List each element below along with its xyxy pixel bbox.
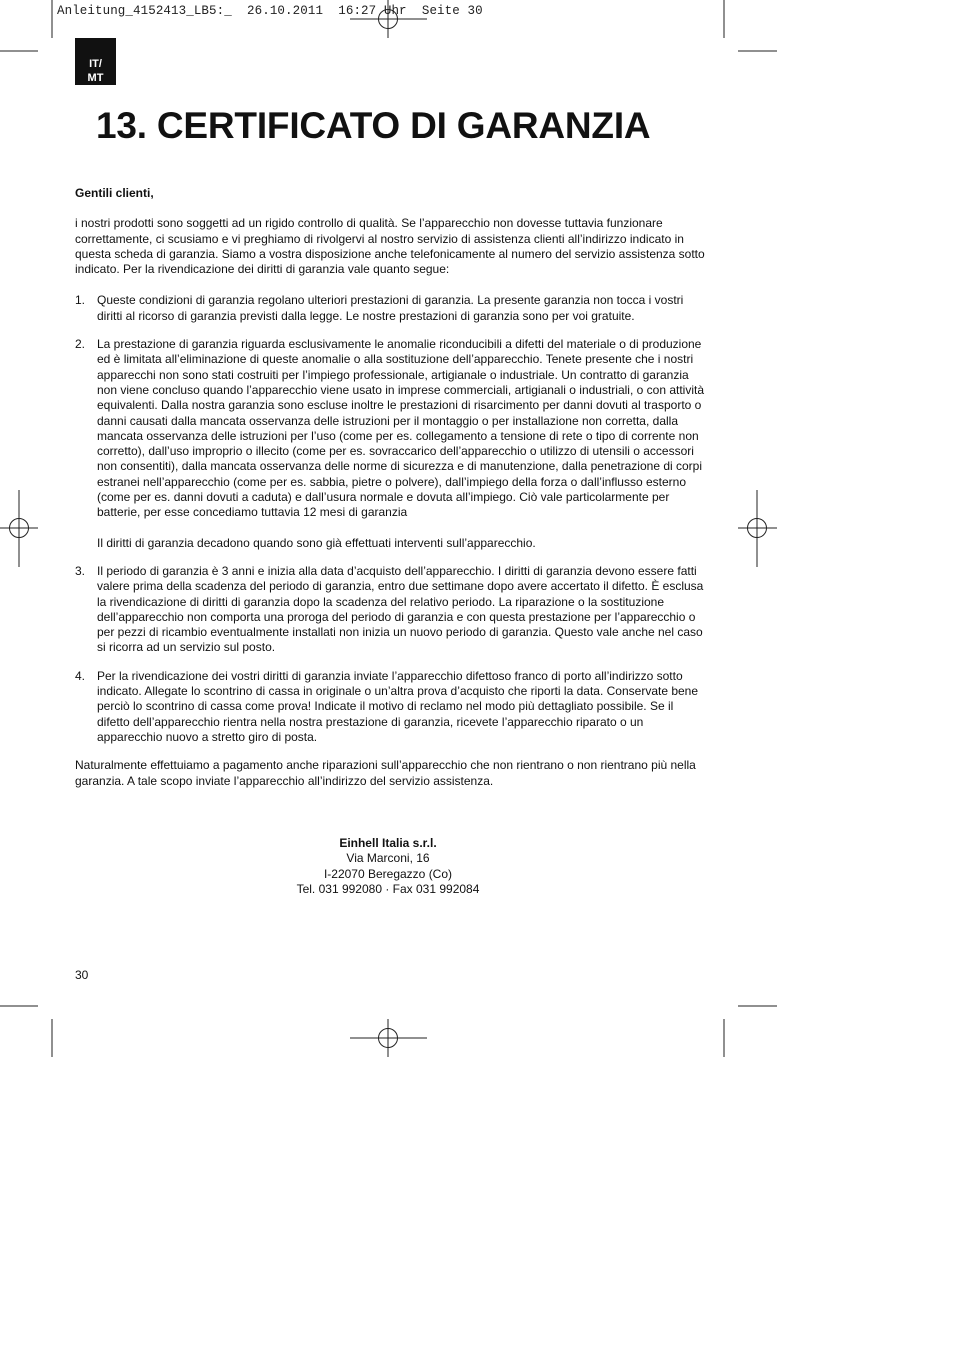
- warranty-item-3: [75, 564, 705, 656]
- page-title: 13. CERTIFICATO DI GARANZIA: [96, 105, 651, 146]
- warranty-item-1: [75, 293, 705, 324]
- item-number: 2.: [75, 337, 86, 352]
- address-phone: Tel. 031 992080 · Fax 031 992084: [296, 882, 480, 897]
- warranty-item-2: [75, 337, 705, 551]
- warranty-body: [75, 186, 705, 789]
- item-text: Queste condizioni di garanzia regolano ulteriori prestazioni di garanzia. La presente garanzia non tocca i vostri diritti al ricorso di garanzia previsti dalla legge. Le nostre prestazioni di garanzia sono per voi gratuite.: [97, 293, 684, 323]
- item-subtext: Il diritti di garanzia decadono quando sono già effettuati interventi sull’apparecchio.: [97, 535, 536, 550]
- item-number: 4.: [75, 668, 86, 683]
- item-text: Il periodo di garanzia è 3 anni e inizia alla data d’acquisto dell’apparecchio. I diritti di garanzia devono essere fatti valere prima della scadenza del periodo di garanzia, entro due settimane dopo avere accertato il difetto. È esclusa la rivendicazione di diritti di garanzia dopo la scadenza del relativo periodo. La riparazione o la sostituzione dell’apparecchio non comporta una proroga del periodo di garanzia e con questa prestazione per l’apparecchio o per pezzi di ricambio eventualmente installati non inizia un nuovo periodo di garanzia. Questo vale anche nel caso si ricorra ad un servizio sul posto.: [97, 563, 704, 655]
- greeting: Gentili clienti,: [75, 186, 154, 200]
- service-address: [200, 836, 576, 898]
- warranty-item-4: [75, 669, 705, 745]
- registration-target-bottom: [350, 1019, 427, 1057]
- registration-target-right: [738, 490, 777, 567]
- intro-paragraph: i nostri prodotti sono soggetti ad un rigido controllo di qualità. Se l’apparecchio non dovesse tuttavia funzionare correttamente, ci scusiamo e vi preghiamo di rivolgervi al nostro servizio di assistenza clienti all’indirizzo indicato in questa scheda di garanzia. Siamo a vostra disposizione anche telefonicamente al numero del servizio assistenza sotto indicato. Per la rivendicazione dei diritti di garanzia vale quanto segue:: [75, 216, 705, 277]
- address-street: Via Marconi, 16: [346, 851, 430, 866]
- language-badge-line1: IT/: [89, 58, 102, 70]
- item-text: Per la rivendicazione dei vostri diritti di garanzia inviate l’apparecchio difettoso franco di porto all’indirizzo sotto indicato. Allegate lo scontrino di cassa in originale o un’altra prova d’acquisto che riporti la data. Conservate bene perciò lo scontrino di cassa come prova! Indicate il motivo di reclamo nel modo più dettagliato possibile. Se il difetto dell’apparecchio rientra nella nostra prestazione di garanzia, ricevete l’apparecchio riparato o un apparecchio nuovo a stretto giro di posta.: [97, 668, 699, 744]
- company-name: Einhell Italia s.r.l.: [339, 836, 437, 850]
- page-number: 30: [75, 968, 89, 982]
- item-number: 1.: [75, 293, 86, 308]
- registration-target-left: [0, 490, 38, 567]
- closing-paragraph: Naturalmente effettuiamo a pagamento anche riparazioni sull’apparecchio che non rientrano o non rientrano più nella garanzia. A tale scopo inviate l’apparecchio all’indirizzo del servizio assistenza.: [75, 758, 696, 788]
- language-badge-line2: MT: [87, 72, 104, 84]
- address-city: I-22070 Beregazzo (Co): [323, 866, 453, 881]
- print-slug: Anleitung_4152413_LB5:_ 26.10.2011 16:27 Uhr Seite 30: [57, 4, 483, 18]
- item-text: La prestazione di garanzia riguarda esclusivamente le anomalie riconducibili a difetti del materiale o di produzione ed è limitata all’eliminazione di queste anomalie o alla sostituzione dell’apparecchio. Tenete presente che i nostri apparecchi non sono stati costruiti per l’impiego professionale, artigianale o industriale. Un contratto di garanzia non viene concluso quando l’apparecchio viene usato in imprese commerciali, artigianali o industriali, o con attività equivalenti. Dalla nostra garanzia sono escluse inoltre le prestazioni di risarcimento per danni dovuti al trasporto o danni causati dalla mancata osservanza delle istruzioni per il montaggio o per installazione non corretta, dalla mancata osservanza delle istruzioni per l’uso (come per es. collegamento a tensione di rete o tipo di corrente non corretto), dall’uso improprio o illecito (come per es. sovraccarico dell’apparecchio o utilizzo di utensili o accessori non consentiti), dalla mancata osservanza delle norme di sicurezza e di manutenzione, dalla penetrazione di corpi estranei nell’apparecchio (come per es. sabbia, pietre o polvere), dall’impiego della forza o dall’influsso esterno (come per es. danni dovuti a caduta) e dall’usura normale e dovuta all’impiego. Ciò vale particolarmente per batterie, per esse concediamo tuttavia 12 mesi di garanzia: [97, 337, 705, 520]
- language-badge: [75, 38, 116, 85]
- item-number: 3.: [75, 563, 86, 578]
